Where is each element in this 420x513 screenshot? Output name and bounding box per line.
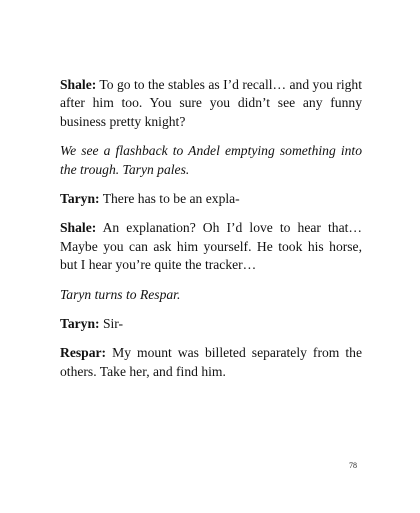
stage-direction-flashback	[60, 142, 362, 179]
dialogue-text: An explanation? Oh I’d love to hear that… Maybe you can ask him yourself. He took his horse, but I hear you’re quite the tracker…	[60, 220, 362, 273]
script-body	[60, 76, 362, 392]
page-number: 78	[349, 461, 357, 470]
speaker-name: Taryn:	[60, 191, 100, 207]
direction-text: Taryn turns to Respar.	[60, 286, 181, 302]
dialogue-shale-tracker	[60, 219, 362, 274]
speaker-name: Shale:	[60, 220, 97, 236]
dialogue-text: There has to be an expla-	[99, 191, 240, 207]
speaker-name: Respar:	[60, 345, 107, 361]
dialogue-text: Sir-	[99, 316, 124, 332]
dialogue-text: My mount was billeted separately from the others. Take her, and find him.	[60, 345, 362, 379]
speaker-name: Shale:	[60, 77, 97, 92]
dialogue-respar-mount	[60, 344, 362, 381]
dialogue-text: To go to the stables as I’d recall… and you right after him too. You sure you didn’t see any funny business pretty knight?	[60, 77, 362, 129]
speaker-name: Taryn:	[60, 316, 100, 332]
dialogue-shale-stables	[60, 76, 362, 131]
dialogue-taryn-explanation	[60, 190, 362, 208]
dialogue-taryn-sir	[60, 315, 362, 333]
direction-text: We see a flashback to Andel emptying something into the trough. Taryn pales.	[60, 143, 362, 177]
stage-direction-turns	[60, 286, 362, 304]
